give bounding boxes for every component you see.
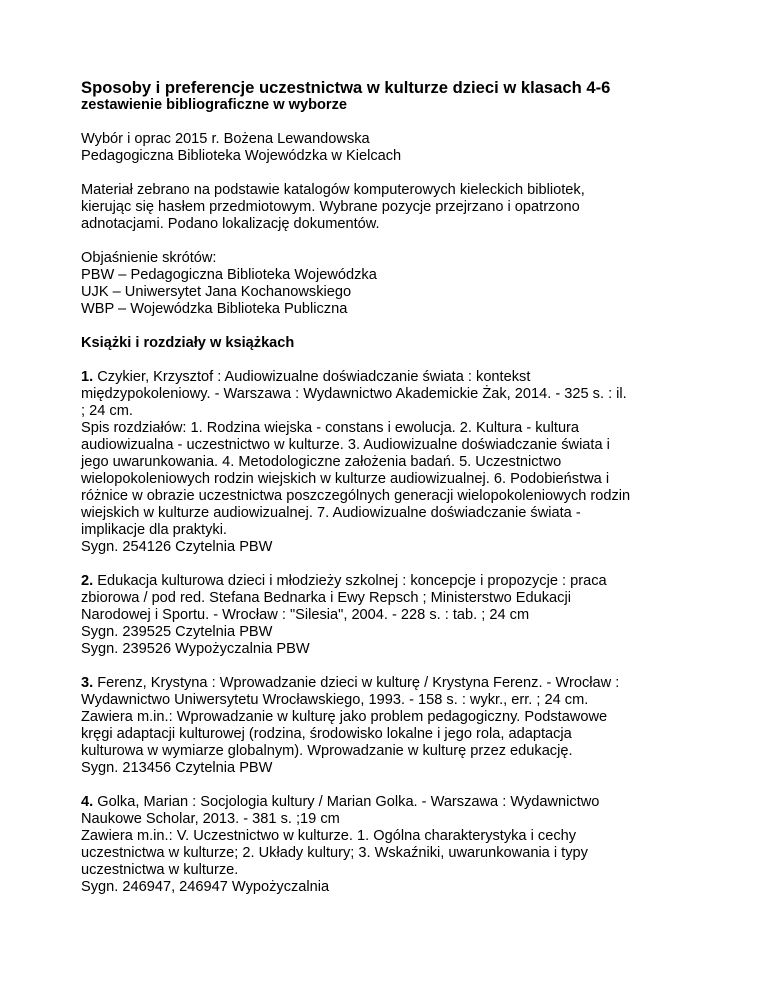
- entry-line: Sygn. 239525 Czytelnia PBW: [81, 624, 273, 640]
- abbreviations-heading: Objaśnienie skrótów:: [81, 250, 217, 266]
- bibliography-entry: [81, 369, 708, 556]
- abbreviation-item: UJK – Uniwersytet Jana Kochanowskiego: [81, 284, 352, 300]
- entry-line: Sygn. 254126 Czytelnia PBW: [81, 539, 273, 555]
- entry-number: 4.: [81, 794, 94, 810]
- author-block: [81, 131, 708, 165]
- entry-number: 2.: [81, 573, 94, 589]
- bibliography-entry: [81, 573, 708, 658]
- entry-line: kulturowa w wymiarze globalnym). Wprowadzanie w kulturę przez edukację.: [81, 743, 573, 759]
- entry-line: uczestnictwa w kulturze; 2. Układy kultury; 3. Wskaźniki, uwarunkowania i typy: [81, 845, 588, 861]
- entry-line: zbiorowa / pod red. Stefana Bednarka i Ewy Repsch ; Ministerstwo Edukacji: [81, 590, 571, 606]
- intro-line: kierując się hasłem przedmiotowym. Wybrane pozycje przejrzano i opatrzono: [81, 199, 580, 215]
- entry-line: wielopokoleniowych rodzin wiejskich w kulturze audiowizualnej. 6. Podobieństwa i: [81, 471, 610, 487]
- entry-line: Zawiera m.in.: Wprowadzanie w kulturę jako problem pedagogiczny. Podstawowe: [81, 709, 608, 725]
- author-line: Wybór i oprac 2015 r. Bożena Lewandowska: [81, 131, 370, 147]
- entry-line: ; 24 cm.: [81, 403, 133, 419]
- entry-line: Spis rozdziałów: 1. Rodzina wiejska - constans i ewolucja. 2. Kultura - kultura: [81, 420, 580, 436]
- entry-line: Sygn. 213456 Czytelnia PBW: [81, 760, 273, 776]
- entry-number: 3.: [81, 675, 94, 691]
- abbreviations-block: [81, 250, 708, 318]
- entry-line: uczestnictwa w kulturze.: [81, 862, 239, 878]
- author-line: Pedagogiczna Biblioteka Wojewódzka w Kielcach: [81, 148, 402, 164]
- entry-text: Edukacja kulturowa dzieci i młodzieży szkolnej : koncepcje i propozycje : praca: [93, 573, 607, 589]
- entry-first-line: [81, 369, 708, 386]
- entry-line: Sygn. 246947, 246947 Wypożyczalnia: [81, 879, 330, 895]
- entry-first-line: [81, 675, 708, 692]
- section-heading: Książki i rozdziały w książkach: [81, 335, 295, 351]
- intro-line: Materiał zebrano na podstawie katalogów komputerowych kieleckich bibliotek,: [81, 182, 585, 198]
- entry-line: Narodowej i Sportu. - Wrocław : "Silesia", 2004. - 228 s. : tab. ; 24 cm: [81, 607, 530, 623]
- entry-line: Naukowe Scholar, 2013. - 381 s. ;19 cm: [81, 811, 340, 827]
- bibliography-entry: [81, 794, 708, 896]
- entry-line: Sygn. 239526 Wypożyczalnia PBW: [81, 641, 310, 657]
- entry-text: Czykier, Krzysztof : Audiowizualne doświadczanie świata : kontekst: [93, 369, 531, 385]
- entry-line: implikacje dla praktyki.: [81, 522, 227, 538]
- entry-text: Golka, Marian : Socjologia kultury / Marian Golka. - Warszawa : Wydawnictwo: [93, 794, 600, 810]
- intro-paragraph: [81, 182, 708, 233]
- document-title: Sposoby i preferencje uczestnictwa w kulturze dzieci w klasach 4-6: [81, 78, 611, 97]
- bibliography-entry: [81, 675, 708, 777]
- abbreviation-item: WBP – Wojewódzka Biblioteka Publiczna: [81, 301, 348, 317]
- entry-line: różnice w obrazie uczestnictwa poszczególnych generacji wielopokoleniowych rodzin: [81, 488, 631, 504]
- abbreviation-item: PBW – Pedagogiczna Biblioteka Wojewódzka: [81, 267, 377, 283]
- entry-line: Wydawnictwo Uniwersytetu Wrocławskiego, 1993. - 158 s. : wykr., err. ; 24 cm.: [81, 692, 589, 708]
- entry-line: Zawiera m.in.: V. Uczestnictwo w kulturze. 1. Ogólna charakterystyka i cechy: [81, 828, 577, 844]
- entry-first-line: [81, 794, 708, 811]
- entry-line: kręgi adaptacji kulturowej (rodzina, środowisko lokalne i jego rola, adaptacja: [81, 726, 572, 742]
- entry-number: 1.: [81, 369, 94, 385]
- entry-line: wiejskich w kulturze audiowizualnej. 7. Audiowizualne doświadczanie świata -: [81, 505, 581, 521]
- entry-first-line: [81, 573, 708, 590]
- intro-line: adnotacjami. Podano lokalizację dokumentów.: [81, 216, 380, 232]
- entry-line: audiowizualna - uczestnictwo w kulturze. 3. Audiowizualne doświadczanie świata i: [81, 437, 610, 453]
- entry-text: Ferenz, Krystyna : Wprowadzanie dzieci w kulturę / Krystyna Ferenz. - Wrocław :: [93, 675, 620, 691]
- entry-line: jego uwarunkowania. 4. Metodologiczne założenia badań. 5. Uczestnictwo: [81, 454, 562, 470]
- document-subtitle: zestawienie bibliograficzne w wyborze: [81, 97, 347, 113]
- entry-line: międzypokoleniowy. - Warszawa : Wydawnictwo Akademickie Żak, 2014. - 325 s. : il.: [81, 386, 627, 402]
- bibliography-list: [81, 369, 708, 896]
